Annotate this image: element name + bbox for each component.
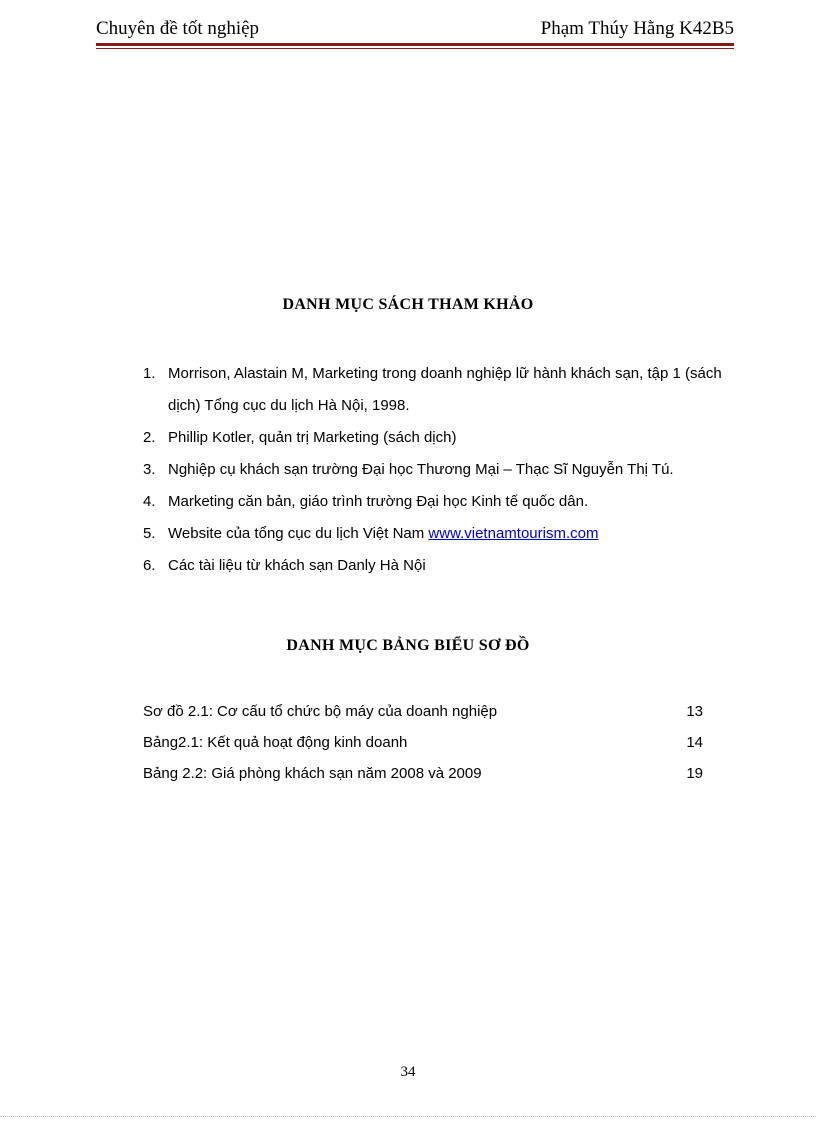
list-item [143, 454, 723, 486]
website-link[interactable]: www.vietnamtourism.com [428, 525, 599, 542]
toc-page: 13 [686, 703, 703, 720]
list-item [143, 550, 723, 582]
header-title: Chuyên đề tốt nghiệp [96, 18, 260, 39]
item-number: 1. [143, 365, 156, 382]
header-rule-thick [96, 43, 734, 46]
toc-label: Bảng2.1: Kết quả hoạt động kinh doanh [143, 734, 408, 751]
item-number: 2. [143, 429, 156, 446]
item-number: 3. [143, 461, 156, 478]
toc-row [143, 727, 703, 758]
toc-page: 19 [686, 765, 703, 782]
item-number: 6. [143, 557, 156, 574]
item-text: Nghiệp cụ khách sạn trường Đại học Thương Mại – Thạc Sĩ Nguyễn Thị Tú. [168, 461, 674, 478]
page-bottom-border [0, 1116, 816, 1117]
item-number: 5. [143, 525, 156, 542]
header-author: Phạm Thúy Hằng K42B5 [540, 18, 734, 39]
toc-page: 14 [686, 734, 703, 751]
item-text: Các tài liệu từ khách sạn Danly Hà Nội [168, 557, 426, 574]
page-header [96, 18, 734, 44]
item-text: Marketing căn bản, giáo trình trường Đại học Kinh tế quốc dân. [168, 493, 589, 510]
list-item [143, 422, 723, 454]
item-text: Phillip Kotler, quản trị Marketing (sách dịch) [168, 429, 457, 446]
page-number: 34 [400, 1064, 416, 1080]
tables-heading: DANH MỤC BẢNG BIỂU SƠ ĐỒ [286, 637, 530, 654]
item-text: Morrison, Alastain M, Marketing trong doanh nghiệp lữ hành khách sạn, tập 1 (sách dịch) Tổng cục du lịch Hà Nội, 1998. [168, 365, 722, 414]
table-of-figures [143, 696, 703, 789]
item-number: 4. [143, 493, 156, 510]
reference-list [143, 358, 723, 582]
list-item [143, 486, 723, 518]
toc-row [143, 696, 703, 727]
toc-row [143, 758, 703, 789]
list-item [143, 358, 723, 422]
toc-label: Bảng 2.2: Giá phòng khách sạn năm 2008 và 2009 [143, 765, 482, 782]
toc-label: Sơ đồ 2.1: Cơ cấu tổ chức bộ máy của doanh nghiệp [143, 703, 498, 720]
header-rule-thin [96, 48, 734, 49]
item-text: Website của tổng cục du lịch Việt Nam [168, 525, 429, 542]
list-item [143, 518, 723, 550]
references-heading: DANH MỤC SÁCH THAM KHẢO [282, 296, 534, 313]
